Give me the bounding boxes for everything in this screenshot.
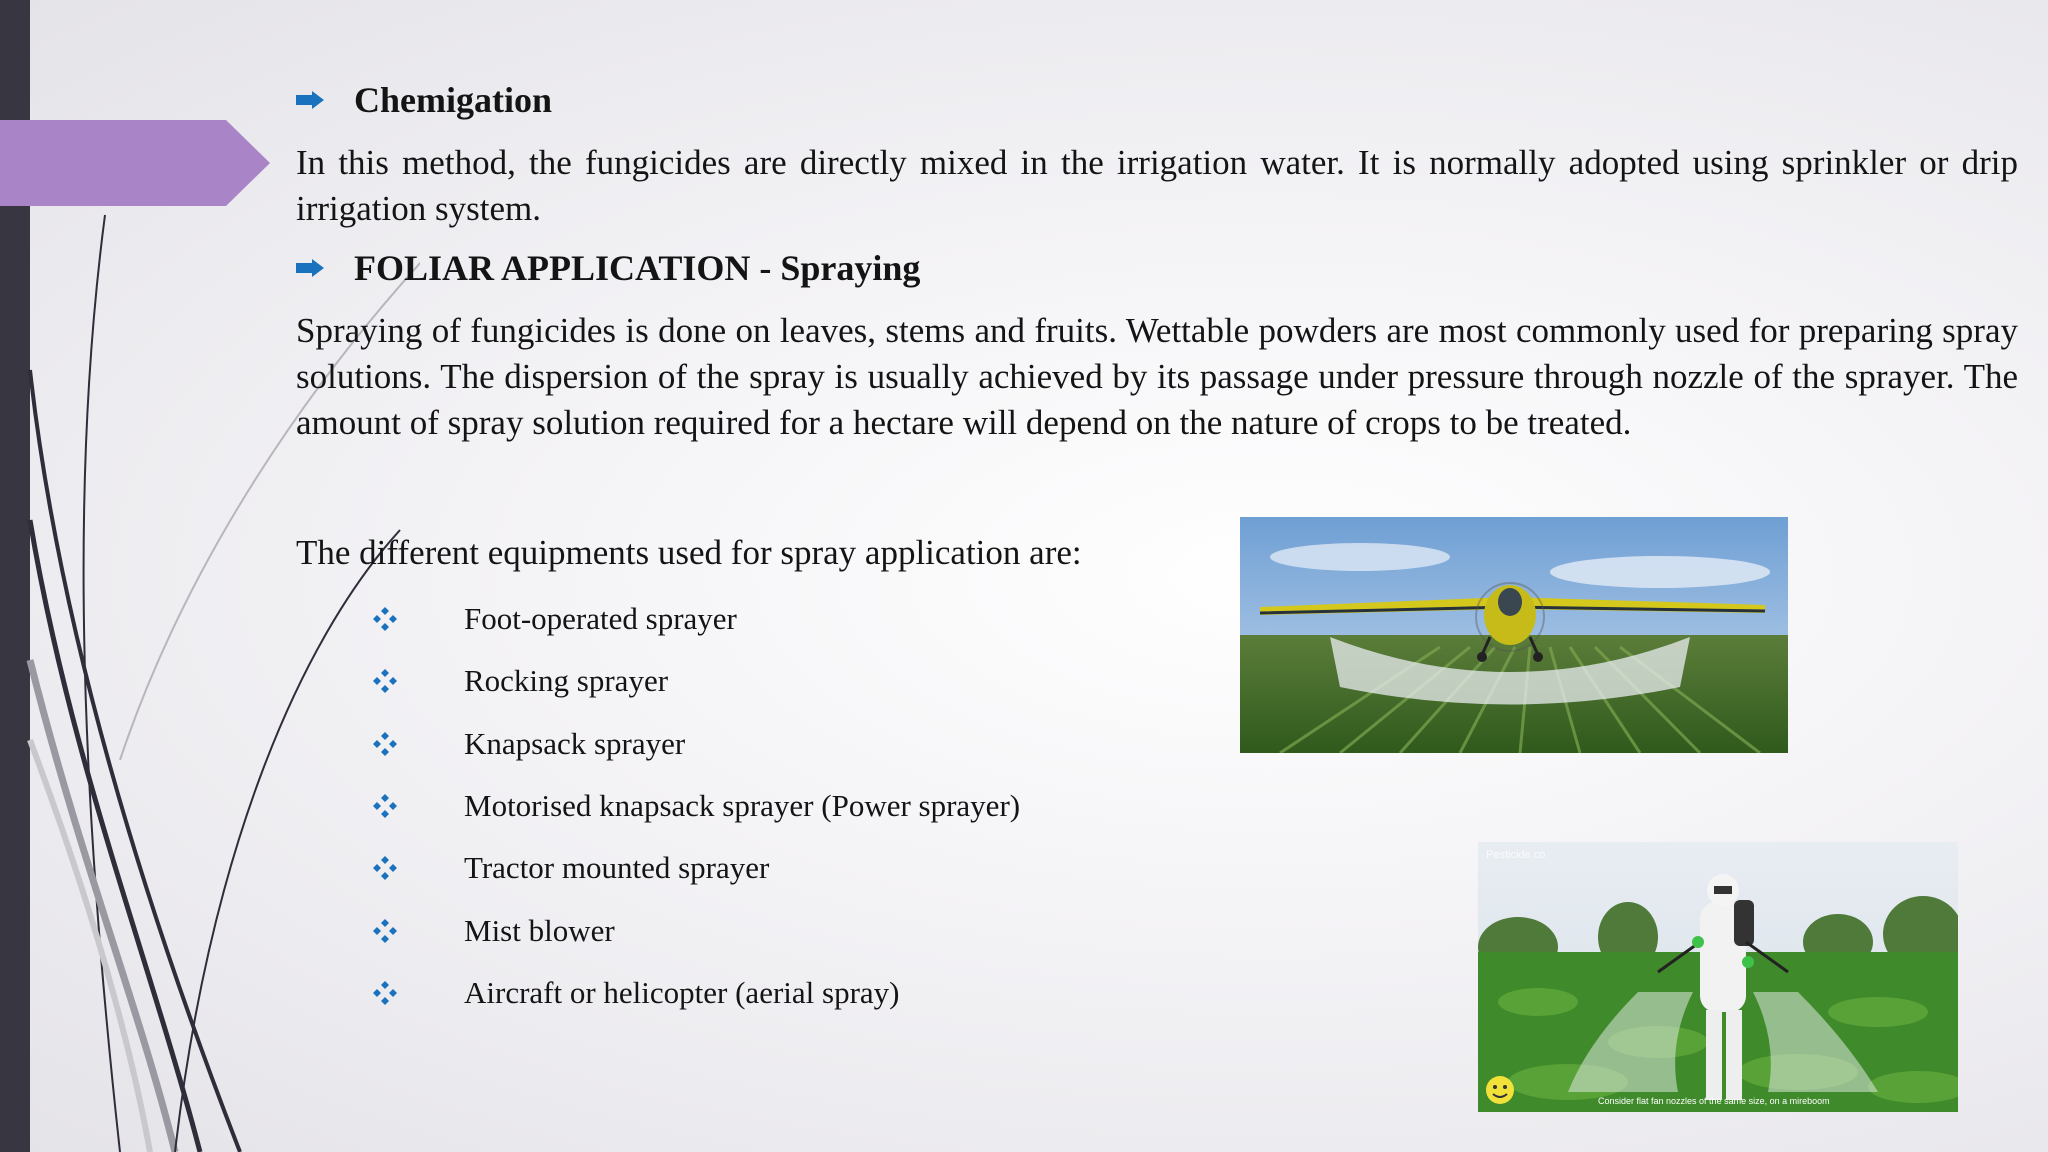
list-item xyxy=(372,837,1020,899)
diamond-bullet-icon xyxy=(372,731,464,757)
list-item xyxy=(372,962,1020,1024)
list-item xyxy=(372,713,1020,775)
photo-watermark: Pesticide.co xyxy=(1486,849,1546,861)
foliar-heading: FOLIAR APPLICATION - Spraying xyxy=(354,248,921,288)
arrow-bullet-icon xyxy=(296,259,354,277)
diamond-bullet-icon xyxy=(372,606,464,632)
diamond-bullet-icon xyxy=(372,855,464,881)
list-item xyxy=(372,775,1020,837)
equipment-item-label: Rocking sprayer xyxy=(464,663,669,699)
list-item xyxy=(372,588,1020,650)
equipment-item-label: Motorised knapsack sprayer (Power sprayer) xyxy=(464,788,1021,824)
diamond-bullet-icon xyxy=(372,793,464,819)
equipment-list xyxy=(372,588,1020,1024)
equipment-item-label: Knapsack sprayer xyxy=(464,725,686,761)
equipment-item-label: Foot-operated sprayer xyxy=(464,601,737,637)
equipment-item-label: Tractor mounted sprayer xyxy=(464,850,770,886)
aerial-spray-photo xyxy=(1240,517,1788,753)
purple-arrow-tab xyxy=(0,120,270,206)
foliar-paragraph: Spraying of fungicides is done on leaves, stems and fruits. Wettable powders are most commonly used for preparing spray solutions. The dispersion of the spray is usually achieved by its passage under pressure through nozzle of the sprayer. The amount of spray solution required for a hectare will depend on the nature of crops to be treated. xyxy=(296,311,2018,442)
list-item xyxy=(372,650,1020,712)
diamond-bullet-icon xyxy=(372,668,464,694)
diamond-bullet-icon xyxy=(372,918,464,944)
list-item xyxy=(372,899,1020,961)
equipment-intro: The different equipments used for spray application are: xyxy=(296,533,1082,572)
photo-caption: Consider flat fan nozzles of the same size, on a mireboom xyxy=(1598,1096,1830,1106)
equipment-item-label: Aircraft or helicopter (aerial spray) xyxy=(464,974,900,1010)
chemigation-heading-row xyxy=(296,72,2018,128)
foliar-heading-row xyxy=(296,240,2018,296)
chemigation-paragraph: In this method, the fungicides are directly mixed in the irrigation water. It is normally adopted using sprinkler or drip irrigation system. xyxy=(296,143,2018,228)
chemigation-heading: Chemigation xyxy=(354,80,552,120)
arrow-bullet-icon xyxy=(296,91,354,109)
slide-content xyxy=(296,72,2018,446)
equipment-item-label: Mist blower xyxy=(464,912,615,948)
diamond-bullet-icon xyxy=(372,980,464,1006)
knapsack-spray-photo xyxy=(1478,842,1958,1112)
